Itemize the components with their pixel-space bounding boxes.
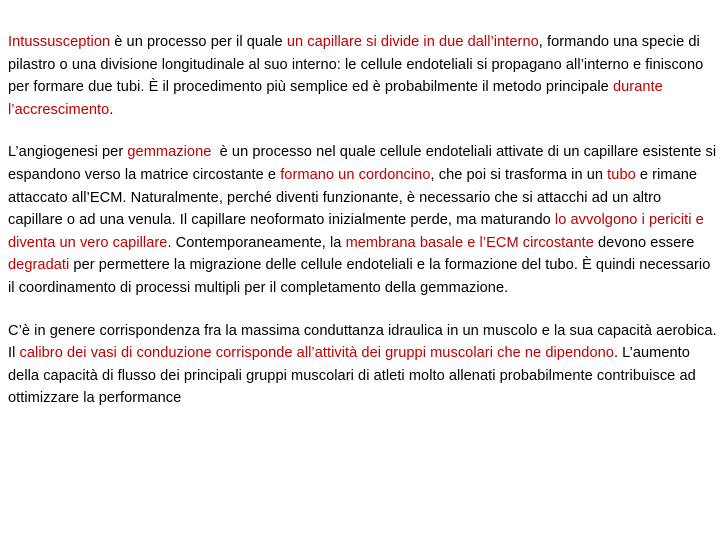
text-segment: C’è in genere corrispondenza fra la massima conduttanza idraulica in un muscolo e la sua capacità aerobica. Il xyxy=(8,322,717,362)
text-segment: un capillare si divide in due dall’interno xyxy=(286,34,539,50)
text-segment: degradati xyxy=(8,257,70,274)
text-segment: lo avvolgono i periciti e diventa un vero capillare xyxy=(8,212,704,251)
text-segment: e rimane attaccato all’ECM. Naturalmente, perché diventi funzionante, è necessario che si attacchi ad un altro capillare o ad una venula. Il capillare neoformato inizialmente perde, ma maturando xyxy=(8,166,698,229)
paragraph-gemmazione xyxy=(8,141,720,299)
text-segment: . L’aumento della capacità di flusso dei principali gruppi muscolari di atleti molto allenati probabilmente contribuisce ad ottimizzare la performance xyxy=(8,345,696,407)
text-segment: tubo xyxy=(607,166,636,183)
text-segment: Intussusception xyxy=(8,34,111,50)
paragraph-intussusception xyxy=(8,31,720,121)
text-segment: calibro dei vasi di conduzione corrisponde all’attività dei gruppi muscolari che ne dipendono xyxy=(19,345,614,362)
text-segment: devono essere xyxy=(593,234,695,251)
text-segment: , formando una specie di pilastro o una divisione longitudinale al suo interno: le cellule endoteliali si propagano all’interno e finiscono per formare due tubi. È il procedimento più semplice ed è probabilmente il metodo principale xyxy=(8,34,704,96)
text-segment: è un processo nel quale cellule endoteliali attivate di un capillare esistente si espandono verso la matrice circostante e xyxy=(8,144,720,183)
text-segment: membrana basale e l’ECM circostante xyxy=(345,234,594,251)
text-segment: L’angiogenesi per xyxy=(8,144,128,161)
text-segment: , che poi si trasforma in un xyxy=(430,166,608,183)
text-segment: gemmazione xyxy=(127,144,212,161)
text-segment: . Contemporaneamente, la xyxy=(167,234,346,251)
document-body xyxy=(8,31,720,410)
paragraph-conduttanza xyxy=(8,320,720,410)
text-segment: . xyxy=(109,101,114,118)
text-segment: per permettere la migrazione delle cellule endoteliali e la formazione del tubo. È quindi necessario il coordinamento di processi multipli per il completamento della gemmazione. xyxy=(8,257,711,296)
text-segment: formano un cordoncino xyxy=(280,166,431,183)
text-segment: durante l’accrescimento xyxy=(8,79,663,118)
text-segment: è un processo per il quale xyxy=(110,34,287,50)
